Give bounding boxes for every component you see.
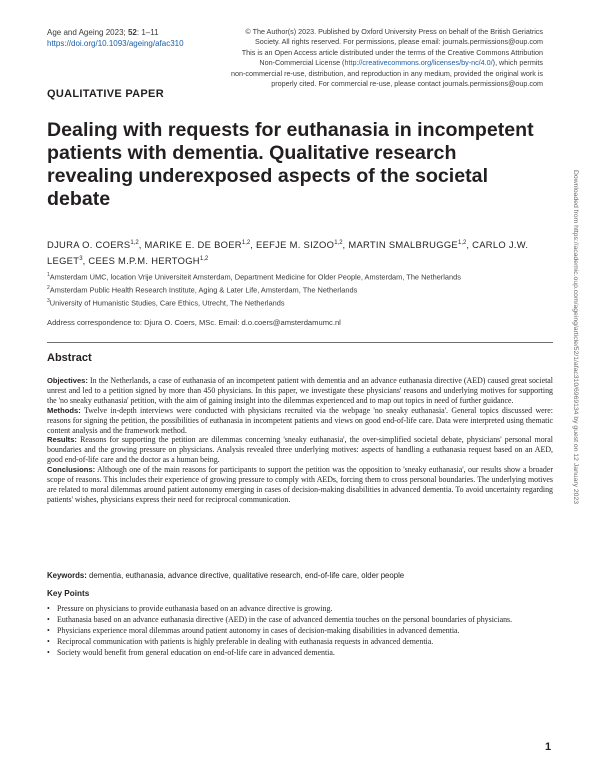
author-affil-ref: 3 bbox=[79, 256, 83, 263]
key-point: • Pressure on physicians to provide euthanasia based on an advance directive is growing. bbox=[47, 604, 553, 614]
abstract-label: Results: bbox=[47, 435, 77, 445]
author-list bbox=[47, 236, 557, 268]
abstract-conclusions bbox=[47, 465, 553, 505]
copyright-line bbox=[213, 58, 543, 68]
author-separator: , bbox=[466, 239, 473, 251]
abstract-text: Reasons for supporting the petition are dilemmas concerning 'sneaky euthanasia', the over-simplified societal debate, physicians' personal moral boundaries and the growing pressure on physicians. Analysis revealed three underlying motives: aspects of handling a euthanasia request based on an AED, good end-of-life care and the doctor as a human being. bbox=[47, 435, 553, 465]
abstract-body bbox=[47, 376, 553, 505]
keywords bbox=[47, 571, 553, 580]
copyright-notice bbox=[213, 27, 543, 89]
affiliation bbox=[47, 270, 557, 283]
keywords-text: dementia, euthanasia, advance directive, qualitative research, end-of-life care, older people bbox=[86, 571, 405, 580]
abstract-objectives bbox=[47, 376, 553, 406]
affiliation-list bbox=[47, 270, 557, 309]
affiliation-number: 1 bbox=[47, 272, 50, 278]
abstract-heading: Abstract bbox=[47, 352, 92, 364]
author-name: MARIKE E. DE BOER bbox=[144, 239, 242, 251]
download-note: Downloaded from https://academic.oup.com/ageing/article/52/1/afac310/6969134 by guest on 12 January 2023 bbox=[572, 170, 579, 505]
key-point: • Society would benefit from general education on end-of-life care in advanced dementia. bbox=[47, 648, 553, 658]
author-separator: , bbox=[82, 255, 89, 267]
doi-link[interactable]: https://doi.org/10.1093/ageing/afac310 bbox=[47, 39, 184, 48]
affiliation-number: 2 bbox=[47, 284, 50, 291]
affiliation bbox=[47, 296, 557, 309]
author-separator: , bbox=[138, 239, 145, 251]
key-points-list bbox=[47, 604, 553, 659]
abstract-text: Although one of the main reasons for participants to support the petition was the opposition to 'sneaky euthanasia', our results show a broader scope of reasons. This includes their experience of growing pressure to comply with AEDs, forcing them to cross personal boundaries. The underlying motives are related to moral dilemmas around patient autonomy emerging in cases of decision-making disabilities in advanced dementia. To avoid uncertainty regarding patients' wishes, physicians express their need for reciprocal communication. bbox=[47, 465, 553, 504]
author-affil-ref: 1,2 bbox=[334, 240, 343, 246]
journal-name-year: Age and Ageing 2023; bbox=[47, 28, 126, 37]
journal-citation bbox=[47, 27, 184, 49]
abstract-text: Twelve in-depth interviews were conducted with physicians recruited via the webpage 'no sneaky euthanasia'. General topics discussed were: reasons for signing the petition, the possibilities of euthanasia in incompetent patients and views on good end-of-life care. Data were interpreted using thematic content analysis and the framework method. bbox=[47, 405, 553, 435]
author[interactable] bbox=[47, 239, 139, 250]
abstract-methods bbox=[47, 406, 553, 436]
author-separator: , bbox=[250, 239, 257, 251]
author-name: CARLO J.W. LEGET bbox=[47, 239, 529, 267]
author-affil-ref: 1,2 bbox=[199, 256, 209, 263]
abstract-results bbox=[47, 435, 553, 465]
author[interactable] bbox=[145, 239, 251, 250]
author-separator: , bbox=[342, 239, 349, 251]
page-number: 1 bbox=[545, 741, 552, 753]
author-name: DJURA O. COERS bbox=[47, 239, 131, 251]
copyright-line: non-commercial re-use, distribution, and reproduction in any medium, provided the original work is bbox=[230, 68, 543, 78]
author-affil-ref: 1,2 bbox=[241, 240, 251, 246]
author-name: CEES M.P.M. HERTOGH bbox=[88, 255, 200, 267]
affiliation-text: Amsterdam Public Health Research Institute, Aging & Later Life, Amsterdam, The Netherlands bbox=[49, 285, 358, 295]
download-watermark bbox=[569, 170, 583, 590]
abstract-text: In the Netherlands, a case of euthanasia of an incompetent patient with dementia and an advance euthanasia directive (AED) caused great societal unrest and led to a petition signed by more than 450 physicians. In this paper, we investigate these physicians' reasons and underlying motives for supporting the 'no sneaky euthanasia' petition, with the aim of gaining insight into the dilemmas experienced and to map out topics in need of further guidance. bbox=[47, 376, 553, 405]
author[interactable] bbox=[348, 239, 466, 250]
author-affil-ref: 1,2 bbox=[130, 240, 139, 246]
abstract-label: Objectives: bbox=[47, 376, 88, 385]
affiliation-text: Amsterdam UMC, location Vrije Universiteit Amsterdam, Department Medicine for Older People, Amsterdam, The Netherlands bbox=[49, 272, 461, 282]
paper-type: QUALITATIVE PAPER bbox=[47, 88, 164, 100]
affiliation-number: 3 bbox=[47, 297, 50, 304]
journal-volume-line bbox=[47, 27, 184, 38]
correspondence: Address correspondence to: Djura O. Coers, MSc. Email: d.o.coers@amsterdamumc.nl bbox=[47, 318, 341, 327]
abstract-label: Methods: bbox=[47, 405, 81, 415]
keywords-label: Keywords: bbox=[47, 571, 87, 580]
license-suffix: ), which permits bbox=[492, 58, 543, 68]
affiliation bbox=[47, 283, 557, 296]
abstract-label: Conclusions: bbox=[47, 465, 96, 475]
paper-title: Dealing with requests for euthanasia in incompetent patients with dementia. Qualitative research revealing underexposed aspects of the societal debate bbox=[47, 119, 534, 210]
key-point: • Euthanasia based on an advance euthanasia directive (AED) in the case of advanced dementia touches on the personal boundaries of physicians. bbox=[47, 615, 553, 625]
key-point: • Physicians experience moral dilemmas around patient autonomy in cases of decision-making disabilities in advanced dementia. bbox=[47, 626, 553, 636]
copyright-line: Society. All rights reserved. For permissions, please email: journals.permissions@oup.com bbox=[255, 37, 543, 47]
license-link[interactable]: http://creativecommons.org/licenses/by-nc/4.0/ bbox=[344, 58, 493, 68]
author[interactable] bbox=[88, 255, 208, 266]
author[interactable] bbox=[256, 239, 343, 250]
copyright-line: This is an Open Access article distributed under the terms of the Creative Commons Attribution bbox=[241, 47, 543, 57]
section-divider bbox=[47, 342, 553, 343]
copyright-line: properly cited. For commercial re-use, please contact journals.permissions@oup.com bbox=[271, 79, 543, 89]
license-prefix: Non-Commercial License ( bbox=[259, 58, 345, 68]
author-name: MARTIN SMALBRUGGE bbox=[348, 239, 458, 251]
journal-volume: 52 bbox=[127, 28, 137, 37]
affiliation-text: University of Humanistic Studies, Care Ethics, Utrecht, The Netherlands bbox=[49, 298, 285, 308]
author-affil-ref: 1,2 bbox=[457, 240, 467, 246]
key-point: • Reciprocal communication with patients is highly preferable in dealing with euthanasia requests in advanced dementia. bbox=[47, 637, 553, 647]
key-points-heading: Key Points bbox=[47, 589, 90, 598]
journal-pages: : 1–11 bbox=[136, 28, 159, 37]
author-name: EEFJE M. SIZOO bbox=[256, 239, 335, 251]
copyright-line: © The Author(s) 2023. Published by Oxford University Press on behalf of the British Geriatrics bbox=[245, 27, 543, 36]
